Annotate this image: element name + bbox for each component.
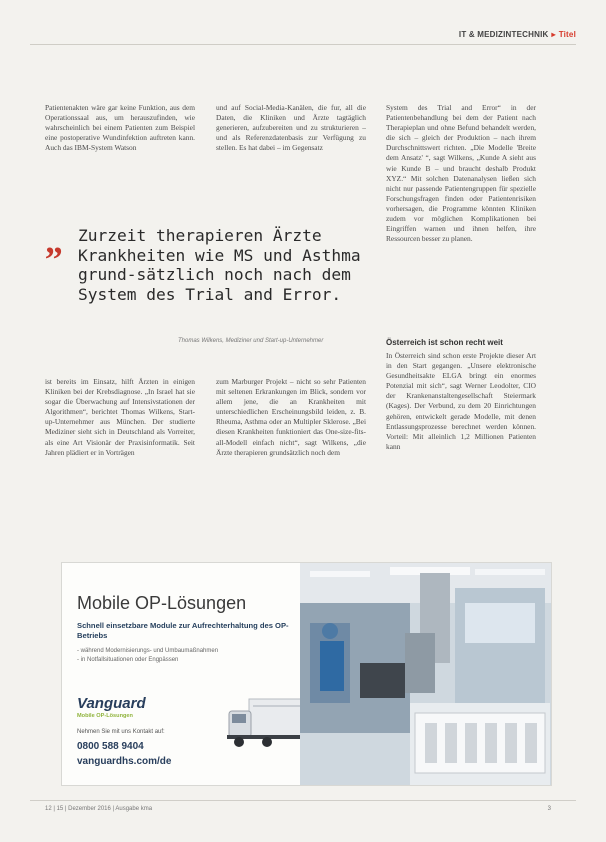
ad-bullet-list — [77, 647, 218, 665]
list-item: - in Notfallsituationen oder Engpässen — [77, 657, 179, 663]
article-column-3-bottom — [386, 351, 536, 452]
article-column-3-top — [386, 103, 536, 244]
article-column-1-bottom — [45, 377, 195, 458]
vanguard-logo: Vanguard — [77, 695, 146, 712]
paragraph: und auf Social-Media-Kanälen, die fur, all die Daten, die Kliniken und Ärzte tagtäglich generieren, aufzubereiten und zu strukturieren – und als Referenzdatenbasis zur Verfügung zu stellen. Es hat dabei – im Gegensatz — [216, 103, 366, 153]
footer-issue-info: 12 | 15 | Dezember 2016 | Ausgabe kma — [45, 806, 153, 812]
quote-text: Zurzeit therapieren Ärzte Krankheiten wie MS und Asthma grund-sätzlich noch nach dem System des Trial and Error. — [78, 226, 361, 304]
contact-label: Nehmen Sie mit uns Kontakt auf: — [77, 729, 165, 735]
section-subheading: Österreich ist schon recht weit — [386, 338, 503, 347]
article-column-1-top — [45, 103, 195, 153]
chevron-right-icon: ▸ — [551, 30, 556, 39]
quote-attribution: Thomas Wilkens, Mediziner und Start-up-Unternehmer — [178, 338, 324, 344]
paragraph: ist bereits im Einsatz, hilft Ärzten in einigen Kliniken bei der Krebsdiagnose. „In Israel hat sie sogar die Überwachung auf Intensivstationen der Algorithmen“, berichtet Thomas Wilkens, Start-up-Unternehmer aus München. Der studierte Mediziner sieht sich in Deutschland als Vorreiter, als eine Art Visionär der Praxisinformatik. Seit Jahren plädiert er in Vorträgen — [45, 377, 195, 457]
ad-subtitle: Schnell einsetzbare Module zur Aufrechterhaltung des OP-Betriebs — [77, 621, 289, 640]
ad-title: Mobile OP-Lösungen — [77, 593, 247, 613]
header-divider — [30, 44, 576, 45]
paragraph: In Österreich sind schon erste Projekte dieser Art in den Start gegangen. „Unsere elektronische Gesundheitsakte ELGA bringt ein enormes Potenzial mit sich“, sagt Werner Leodolter, CIO der Krankenanstaltengesellschaft Steiermark (Kages). Der Verbund, zu dem 20 Einrichtungen gehören, entwickelt gerade Modelle, mit denen Entlassungsprozesse berechnet werden können. Vorteil: Mit alleinlich 1,2 Millionen Patienten kann — [386, 351, 536, 451]
logo-tagline: Mobile OP-Lösungen — [77, 713, 133, 719]
paragraph: zum Marburger Projekt – nicht so sehr Patienten mit seltenen Erkrankungen im Blick, sondern vor allem jene, die an Krankheiten mit unterschiedlichen Erscheinungsbild leiden, z. B. Rheuma, Asthma oder an Multipler Sklerose. „Bei diesen Krankheiten funktioniert das One-size-fits-all-Modell einfach nicht“, sagt Wilkens, „die Ärzte therapieren grundsätzlich noch dem — [216, 377, 366, 457]
website-link[interactable]: vanguardhs.com/de — [77, 756, 172, 767]
article-column-2-bottom — [216, 377, 366, 458]
section-header — [459, 30, 576, 39]
quote-mark-icon: „ — [45, 221, 63, 261]
section-tag: Titel — [558, 30, 576, 39]
operating-room-photo — [300, 563, 551, 785]
article-column-2-top — [216, 103, 366, 153]
page-number: 3 — [547, 806, 551, 812]
list-item: - während Modernisierungs- und Umbaumaßnahmen — [77, 648, 219, 654]
paragraph: System des Trial and Error“ in der Patientenbehandlung bei dem der Patient nach Therapieplan und ohne Befund behandelt werden, die sich – gleich der Produktion – nach ihrem Durchschnittswert richten. „Die Modelle 'Breite dem Ansatz' “, sagt Wilkens, „Kunde A sieht aus wie Kunde B – und braucht deshalb Produkt XYZ.“ Mit solchen Datenanalysen ließen sich nicht nur passende Patientengruppen für spezielle Forschungsfragen finden oder Patientenrisiken vorhersagen, die Programme könnten Kliniken zudem vor möglichen Komplikationen bei Eingriffen warnen und ihnen helfen, ihre Ressourcen besser zu planen. — [386, 103, 536, 244]
footer-divider — [30, 800, 576, 801]
phone-number[interactable]: 0800 588 9404 — [77, 741, 144, 752]
advertisement[interactable] — [61, 562, 552, 786]
pull-quote — [45, 221, 380, 304]
paragraph: Patientenakten wäre gar keine Funktion, aus dem Operationssaal aus, um herauszufinden, wie wahrscheinlich bei einem Patienten zum Beispiel eine postoperative Wundinfektion auftreten kann. Auch das IBM-System Watson — [45, 103, 195, 153]
section-label: IT & MEDIZINTECHNIK — [458, 30, 549, 39]
